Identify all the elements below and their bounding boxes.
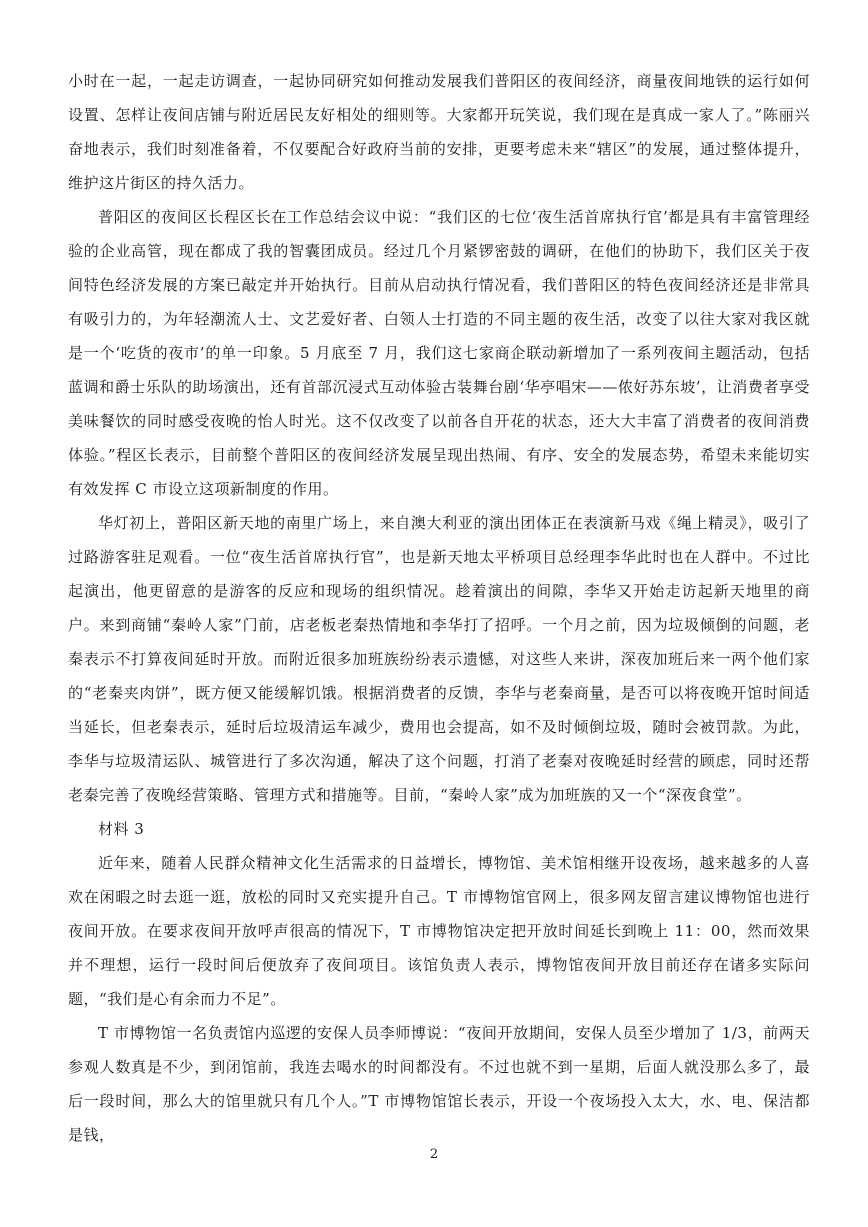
paragraph-museum-security: T 市博物馆一名负责馆内巡逻的安保人员李师博说：“夜间开放期间，安保人员至少增加了 1/3，前两天参观人数真是不少，到闭馆前，我连去喝水的时间都没有。不过也就不到一星期，后面人就没那么多了，最后一段时间，那么大的馆里就只有几个人。”T 市博物馆馆长表示，开设一个夜场投入太大，水、电、保洁都是钱， xyxy=(68,1024,810,1144)
paragraph-continuation: 小时在一起，一起走访调查，一起协同研究如何推动发展我们普阳区的夜间经济，商量夜间地铁的运行如何设置、怎样让夜间店铺与附近居民友好相处的细则等。大家都开玩笑说，我们现在是真成一家人了。”陈丽兴奋地表示，我们时刻准备着，不仅要配合好政府当前的安排，更要考虑未来“辖区”的发展，通过整体提升，维护这片街区的持久活力。 xyxy=(68,72,810,192)
page-number: 2 xyxy=(429,1147,439,1162)
section-heading-material-3: 材料 3 xyxy=(98,820,145,838)
paragraph-district-chief: 普阳区的夜间区长程区长在工作总结会议中说：“我们区的七位‘夜生活首席执行官’都是具有丰富管理经验的企业高管，现在都成了我的智囊团成员。经过几个月紧锣密鼓的调研，在他们的协助下，我们区关于夜间特色经济发展的方案已敲定并开始执行。目前从启动执行情况看，我们普阳区的特色夜间经济还是非常具有吸引力的，为年轻潮流人士、文艺爱好者、白领人士打造的不同主题的夜生活，改变了以往大家对我区就是一个‘吃货的夜市’的单一印象。5 月底至 7 月，我们这七家商企联动新增加了一系列夜间主题活动，包括蓝调和爵士乐队的助场演出，还有首部沉浸式互动体验古装舞台剧‘华亭唱宋——侬好苏东坡’，让消费者享受美味餐饮的同时感受夜晚的怡人时光。这不仅改变了以前各自开花的状态，还大大丰富了消费者的夜间消费体验。”程区长表示，目前整个普阳区的夜间经济发展呈现出热闹、有序、安全的发展态势，希望未来能切实有效发挥 C 市设立这项新制度的作用。 xyxy=(68,208,810,498)
paragraph-museum-night: 近年来，随着人民群众精神文化生活需求的日益增长，博物馆、美术馆相继开设夜场，越来越多的人喜欢在闲暇之时去逛一逛，放松的同时又充实提升自己。T 市博物馆官网上，很多网友留言建议博物馆也进行夜间开放。在要求夜间开放呼声很高的情况下，T 市博物馆决定把开放时间延长到晚上 11：00，然而效果并不理想，运行一段时间后便放弃了夜间项目。该馆负责人表示，博物馆夜间开放目前还存在诸多实际问题，“我们是心有余而力不足”。 xyxy=(68,854,810,1008)
document-body xyxy=(68,64,810,1152)
paragraph-xintiandi: 华灯初上，普阳区新天地的南里广场上，来自澳大利亚的演出团体正在表演新马戏《绳上精灵》，吸引了过路游客驻足观看。一位“夜生活首席执行官”，也是新天地太平桥项目总经理李华此时也在人群中。不过比起演出，他更留意的是游客的反应和现场的组织情况。趁着演出的间隙，李华又开始走访起新天地里的商户。来到商铺“秦岭人家”门前，店老板老秦热情地和李华打了招呼。一个月之前，因为垃圾倾倒的问题，老秦表示不打算夜间延时开放。而附近很多加班族纷纷表示遗憾，对这些人来讲，深夜加班后来一两个他们家的“老秦夹肉饼”，既方便又能缓解饥饿。根据消费者的反馈，李华与老秦商量，是否可以将夜晚开馆时间适当延长，但老秦表示，延时后垃圾清运车减少，费用也会提高，如不及时倾倒垃圾，随时会被罚款。为此，李华与垃圾清运队、城管进行了多次沟通，解决了这个问题，打消了老秦对夜晚延时经营的顾虑，同时还帮老秦完善了夜晚经营策略、管理方式和措施等。目前，“秦岭人家”成为加班族的又一个“深夜食堂”。 xyxy=(68,514,810,804)
